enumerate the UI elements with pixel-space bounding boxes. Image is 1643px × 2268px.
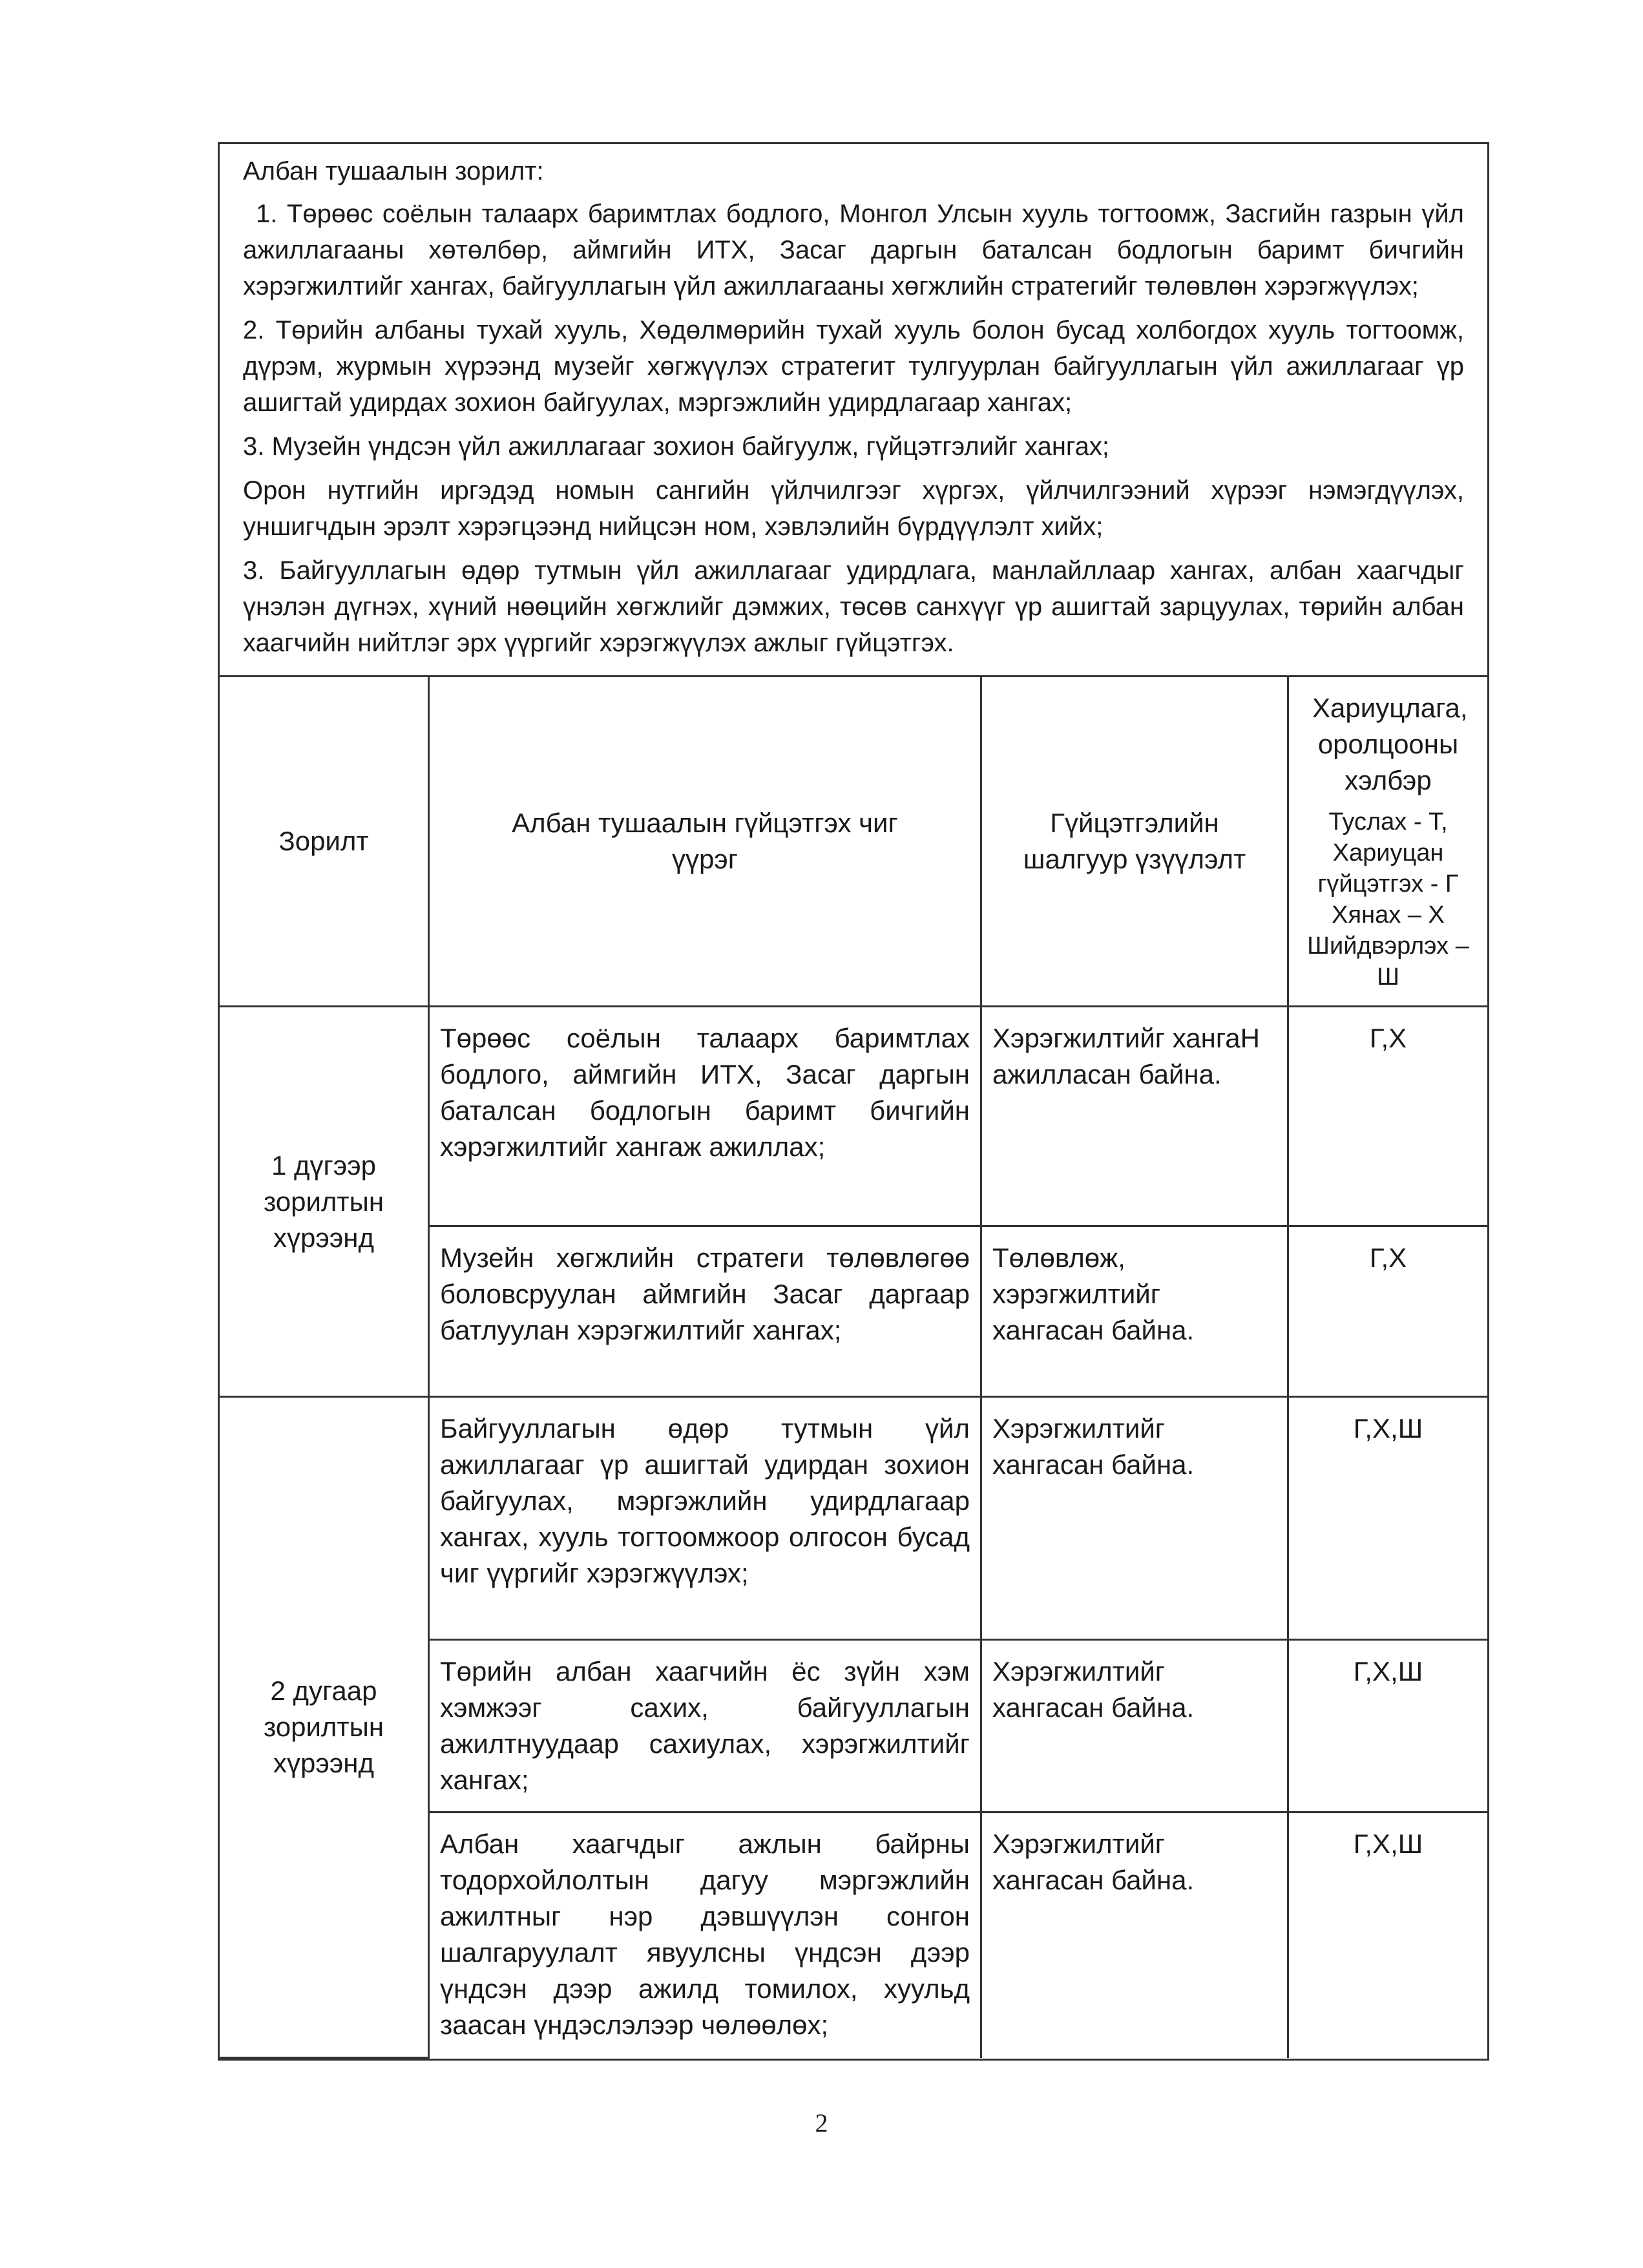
header-function-text: Албан тушаалын гүйцэтгэх чиг үүрэг	[512, 808, 898, 874]
function-cell: Музейн хөгжлийн стратеги төлөвлөгөө боловсруулан аймгийн Засаг даргаар батлуулан хэрэгжилтийг хангах;	[429, 1226, 981, 1397]
header-participation-text: Хариуцлага, оролцооны хэлбэр	[1312, 693, 1468, 795]
goal-1-cell: 1 дүгээр зорилтын хүрээнд	[220, 1007, 429, 1397]
legend-item: Шийдвэрлэх – Ш	[1307, 932, 1469, 991]
participation-legend	[1299, 806, 1477, 992]
duty-item: 3. Музейн үндсэн үйл ажиллагааг зохион байгуулж, гүйцэтгэлийг хангах;	[243, 432, 1109, 461]
role-cell: Г,Х,Ш	[1288, 1812, 1488, 2058]
function-cell: Байгууллагын өдөр тутмын үйл ажиллагааг үр ашигтай удирдан зохион байгуулах, мэргэжлийн удирдлагаар хангах, хууль тогтоомжоор олгосон бусад чиг үүргийг хэрэгжүүлэх;	[429, 1397, 981, 1640]
duty-item: 3. Байгууллагын өдөр тутмын үйл ажиллагааг удирдлага, манлайллаар хангах, албан хаагчдыг үнэлэн дүгнэх, хүний нөөцийн хөгжлийг дэмжих, төсөв санхүүг үр ашигтай зарцуулах, төрийн албан хаагчийн нийтлэг эрх үүргийг хэрэгжүүлэх ажлыг гүйцэтгэх.	[243, 556, 1464, 657]
header-participation	[1288, 677, 1488, 1007]
duty-item: 2. Төрийн албаны тухай хууль, Хөдөлмөрийн тухай хууль болон бусад холбогдох хууль тогтоомж, дүрэм, журмын хүрээнд музейг хөгжүүлэх стратегит тулгуурлан байгууллагын үйл ажиллагааг үр ашигтай удирдах зохион байгуулах, мэргэжлийн удирдлагаар хангах;	[243, 316, 1464, 417]
function-cell: Төрөөс соёлын талаарх баримтлах бодлого, аймгийн ИТХ, Засаг даргын баталсан бодлогын баримт бичгийн хэрэгжилтийг хангаж ажиллах;	[429, 1007, 981, 1226]
table-header-row	[220, 677, 1487, 1007]
duties-section	[220, 144, 1487, 675]
role-cell: Г,Х,Ш	[1288, 1397, 1488, 1640]
duties-title: Албан тушаалын зорилт:	[243, 157, 544, 185]
legend-item: Хариуцан гүйцэтгэх - Г	[1317, 839, 1459, 898]
duty-item: 1. Төрөөс соёлын талаарх баримтлах бодлого, Монгол Улсын хууль тогтоомж, Засгийн газрын үйл ажиллагааны хөтөлбөр, аймгийн ИТХ, Засаг даргын баталсан бодлогын баримт бичгийн хэрэгжилтийг хангах, байгууллагын үйл ажиллагааны хөгжлийн стратегийг төлөвлөн хэрэгжүүлэх;	[243, 200, 1464, 300]
criteria-cell: Хэрэгжилтийг хангасан байна.	[981, 1812, 1288, 2058]
table-row	[220, 1007, 1487, 1226]
legend-item: Туслах - Т,	[1328, 808, 1448, 835]
legend-item: Хянах – Х	[1332, 901, 1445, 929]
criteria-cell: Хэрэгжилтийг хангаН ажилласан байна.	[981, 1007, 1288, 1226]
header-goal: Зорилт	[220, 677, 429, 1007]
job-description-frame	[218, 142, 1489, 2061]
criteria-cell: Төлөвлөж, хэрэгжилтийг хангасан байна.	[981, 1226, 1288, 1397]
role-cell: Г,Х	[1288, 1226, 1488, 1397]
header-criteria	[981, 677, 1288, 1007]
functions-table	[220, 675, 1487, 2059]
header-criteria-text: Гүйцэтгэлийн шалгуур үзүүлэлт	[1023, 808, 1246, 874]
role-cell: Г,Х	[1288, 1007, 1488, 1226]
role-cell: Г,Х,Ш	[1288, 1640, 1488, 1812]
page-number: 2	[815, 2108, 828, 2137]
duty-item: Орон нутгийн иргэдэд номын сангийн үйлчилгээг хүргэх, үйлчилгээний хүрээг нэмэгдүүлэх, уншигчдын эрэлт хэрэгцээнд нийцсэн ном, хэвлэлийн бүрдүүлэлт хийх;	[243, 476, 1464, 541]
goal-2-cell: 2 дугаар зорилтын хүрээнд	[220, 1397, 429, 2058]
criteria-cell: Хэрэгжилтийг хангасан байна.	[981, 1397, 1288, 1640]
table-row	[220, 1397, 1487, 1640]
header-function	[429, 677, 981, 1007]
criteria-cell: Хэрэгжилтийг хангасан байна.	[981, 1640, 1288, 1812]
function-cell: Төрийн албан хаагчийн ёс зүйн хэм хэмжээг сахих, байгууллагын ажилтнуудаар сахиулах, хэрэгжилтийг хангах;	[429, 1640, 981, 1812]
function-cell: Албан хаагчдыг ажлын байрны тодорхойлолтын дагуу мэргэжлийн ажилтныг нэр дэвшүүлэн сонгон шалгаруулалт явуулсны үндсэн дээр үндсэн дээр ажилд томилох, хуульд заасан үндэслэлээр чөлөөлөх;	[429, 1812, 981, 2058]
